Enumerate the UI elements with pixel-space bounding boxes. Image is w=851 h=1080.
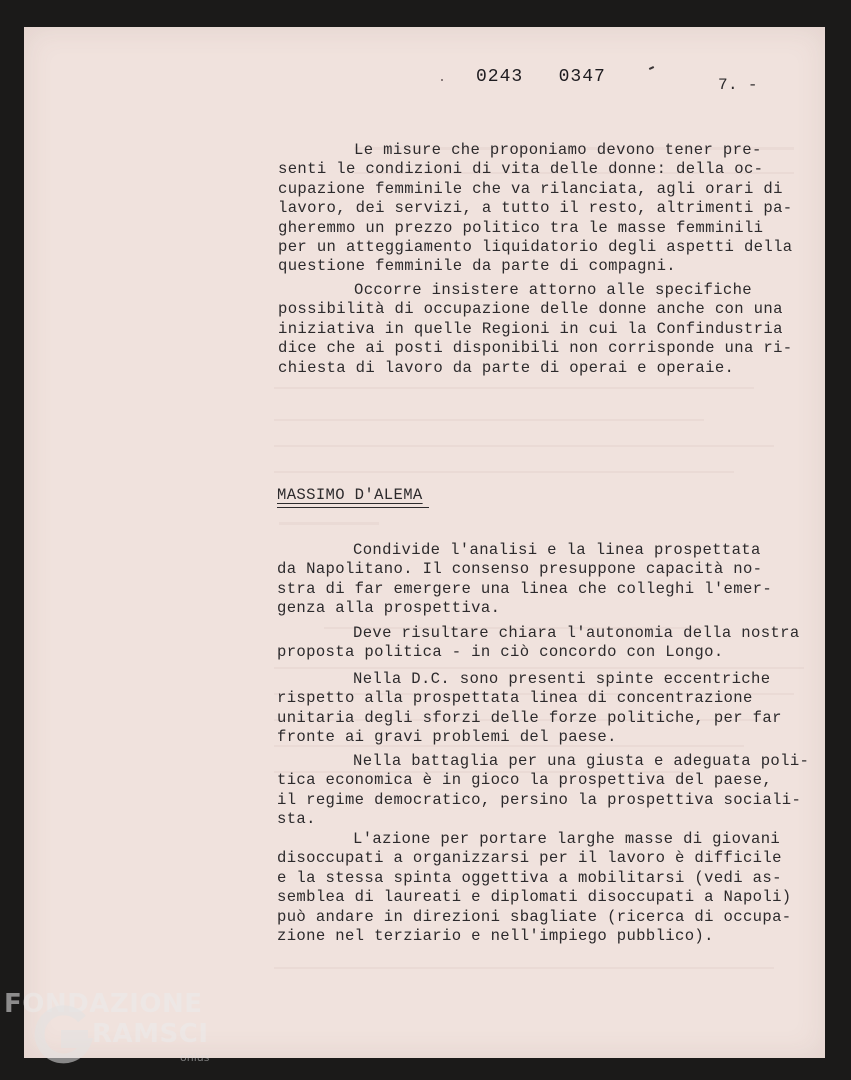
- paragraph-youth-unemployment: L'azione per portare larghe masse di giovani disoccupati a organizzarsi per il lavoro è difficile e la stessa spinta oggettiva a mobilitarsi (vedi as- semblea di laureati e diplomati disoccupati a Napoli) può andare in direzioni sbagliate (ricerca di occupa- zione nel terziario e nell'impiego pubblico).: [277, 830, 792, 946]
- gramsci-g-logo-icon: [34, 1005, 94, 1065]
- paragraph-analysis: Condivide l'analisi e la linea prospettata da Napolitano. Il consenso presuppone capacità no- stra di far emergere una linea che colleghi l'emer- genza alla prospettiva.: [277, 541, 773, 618]
- paragraph-women-measures: Le misure che proponiamo devono tener pre- senti le condizioni di vita delle donne: della oc- cupazione femminile che va rilanciata, agli orari di lavoro, dei servizi, a tutto il resto, altrimenti pa- gheremmo un prezzo politico tra le masse femminili per un atteggiamento liquidatorio degli aspetti della questione femminile da parte di compagni.: [278, 141, 793, 276]
- paragraph-dc: Nella D.C. sono presenti spinte eccentriche rispetto alla prospettata linea di concentrazione unitaria degli sforzi delle forze politiche, per far fronte ai gravi problemi del paese.: [277, 670, 782, 747]
- watermark-line1: FONDAZIONE: [4, 989, 203, 1019]
- watermark-line3: onlus: [180, 1051, 210, 1064]
- watermark-line2: RAMSCI: [92, 1019, 209, 1049]
- ink-dot-mark: [441, 79, 443, 81]
- fondazione-gramsci-watermark: [4, 989, 214, 1074]
- page-number: 7. -: [718, 76, 758, 94]
- archive-number: 0243 0347: [476, 67, 606, 87]
- heading-underline-rule: [277, 507, 429, 508]
- paragraph-autonomy: Deve risultare chiara l'autonomia della nostra proposta politica - in ciò concordo con Longo.: [277, 624, 800, 662]
- paragraph-women-employment: Occorre insistere attorno alle specifiche possibilità di occupazione delle donne anche con una iniziativa in quelle Regioni in cui la Confindustria dice che ai posti disponibili non corrisponde una ri- chiesta di lavoro da parte di operai e operaie.: [278, 281, 793, 377]
- speaker-heading: MASSIMO D'ALEMA: [277, 486, 423, 504]
- paragraph-economic-policy: Nella battaglia per una giusta e adeguata poli- tica economica è in gioco la prospettiva del paese, il regime democratico, persino la prospettiva sociali- sta.: [277, 752, 810, 829]
